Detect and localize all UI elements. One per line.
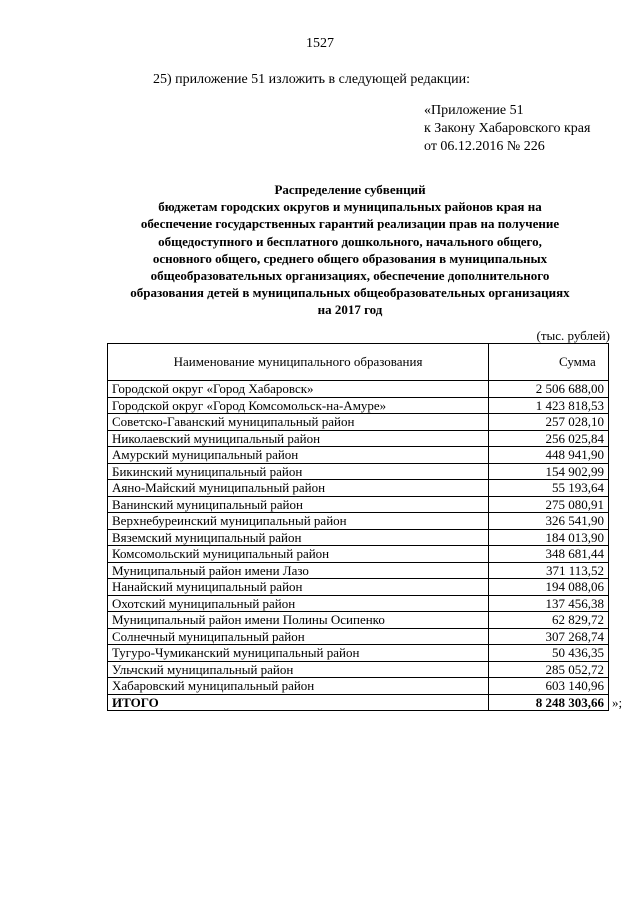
heading-line: общеобразовательных организациях, обеспечение дополнительного <box>150 268 550 284</box>
row-amount: 275 080,91 <box>489 496 609 513</box>
row-amount: 326 541,90 <box>489 513 609 530</box>
row-amount: 285 052,72 <box>489 661 609 678</box>
row-name: Хабаровский муниципальный район <box>108 678 489 695</box>
table-header-row <box>108 344 609 381</box>
page-number: 1527 <box>306 36 334 51</box>
row-amount: 62 829,72 <box>489 612 609 629</box>
row-amount: 371 113,52 <box>489 562 609 579</box>
row-amount: 137 456,38 <box>489 595 609 612</box>
header-name: Наименование муниципального образования <box>108 344 489 381</box>
table-row <box>108 463 609 480</box>
table-row <box>108 480 609 497</box>
document-heading <box>100 181 600 319</box>
row-name: Нанайский муниципальный район <box>108 579 489 596</box>
row-name: Городской округ «Город Хабаровск» <box>108 381 489 398</box>
row-name: Комсомольский муниципальный район <box>108 546 489 563</box>
table-row <box>108 678 609 695</box>
row-name: Советско-Гаванский муниципальный район <box>108 414 489 431</box>
table-row <box>108 496 609 513</box>
heading-line: общедоступного и бесплатного дошкольного, начального общего, <box>158 233 542 249</box>
heading-line: Распределение субвенций <box>274 182 426 197</box>
heading-line: на 2017 год <box>317 302 383 318</box>
table-row <box>108 628 609 645</box>
table-row <box>108 447 609 464</box>
row-amount: 154 902,99 <box>489 463 609 480</box>
table-row <box>108 513 609 530</box>
closing-quote: »; <box>612 695 623 710</box>
appendix-line: «Приложение 51 <box>424 103 524 118</box>
row-name: Охотский муниципальный район <box>108 595 489 612</box>
row-amount: 448 941,90 <box>489 447 609 464</box>
header-amount: Сумма <box>489 344 609 381</box>
units-label: (тыс. рублей) <box>536 328 610 343</box>
row-amount: 50 436,35 <box>489 645 609 662</box>
row-amount: 348 681,44 <box>489 546 609 563</box>
table-row <box>108 430 609 447</box>
row-name: Бикинский муниципальный район <box>108 463 489 480</box>
row-amount: 55 193,64 <box>489 480 609 497</box>
row-amount: 1 423 818,53 <box>489 397 609 414</box>
table-row <box>108 562 609 579</box>
row-amount: 256 025,84 <box>489 430 609 447</box>
appendix-reference <box>424 102 590 156</box>
row-name: Тугуро-Чумиканский муниципальный район <box>108 645 489 662</box>
appendix-line: к Закону Хабаровского края <box>424 121 591 136</box>
table-row <box>108 579 609 596</box>
row-name: Муниципальный район имени Лазо <box>108 562 489 579</box>
heading-line: основного общего, среднего общего образования в муниципальных <box>152 250 548 266</box>
row-name: Городской округ «Город Комсомольск-на-Амуре» <box>108 397 489 414</box>
row-amount: 603 140,96 <box>489 678 609 695</box>
total-amount: 8 248 303,66 <box>489 694 609 711</box>
row-name: Аяно-Майский муниципальный район <box>108 480 489 497</box>
heading-line: образования детей в муниципальных общеобразовательных организациях <box>130 285 570 301</box>
table-row <box>108 414 609 431</box>
table-row <box>108 612 609 629</box>
table-row <box>108 381 609 398</box>
row-name: Ванинский муниципальный район <box>108 496 489 513</box>
row-name: Муниципальный район имени Полины Осипенко <box>108 612 489 629</box>
row-amount: 194 088,06 <box>489 579 609 596</box>
table-row <box>108 529 609 546</box>
row-amount: 2 506 688,00 <box>489 381 609 398</box>
row-name: Солнечный муниципальный район <box>108 628 489 645</box>
row-name: Ульчский муниципальный район <box>108 661 489 678</box>
heading-line: обеспечение государственных гарантий реализации прав на получение <box>140 216 560 232</box>
table-row <box>108 397 609 414</box>
table-row <box>108 661 609 678</box>
row-name: Верхнебуреинский муниципальный район <box>108 513 489 530</box>
row-amount: 257 028,10 <box>489 414 609 431</box>
subsidy-table <box>107 343 609 711</box>
row-name: Николаевский муниципальный район <box>108 430 489 447</box>
total-label: ИТОГО <box>108 694 489 711</box>
total-row <box>108 694 609 711</box>
table-row <box>108 645 609 662</box>
row-name: Вяземский муниципальный район <box>108 529 489 546</box>
appendix-line: от 06.12.2016 № 226 <box>424 139 545 154</box>
table-row <box>108 546 609 563</box>
row-amount: 184 013,90 <box>489 529 609 546</box>
table-row <box>108 595 609 612</box>
intro-text: 25) приложение 51 изложить в следующей редакции: <box>153 72 470 87</box>
row-name: Амурский муниципальный район <box>108 447 489 464</box>
heading-line: бюджетам городских округов и муниципальных районов края на <box>158 199 542 215</box>
row-amount: 307 268,74 <box>489 628 609 645</box>
